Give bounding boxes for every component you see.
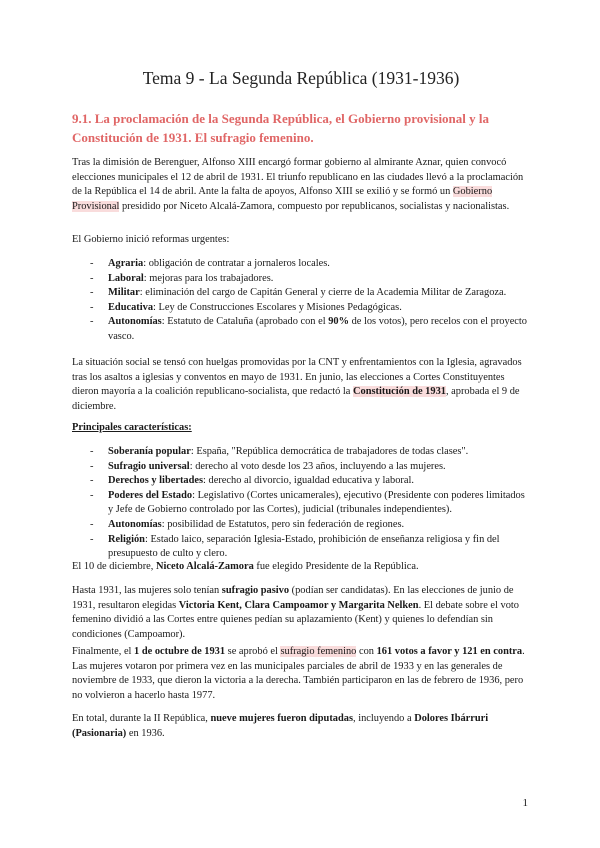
highlight-constitucion: Constitución de 1931	[353, 386, 446, 398]
page-number: 1	[522, 797, 528, 809]
features-list	[72, 445, 530, 562]
highlight-gobierno-provisional: Gobierno Provisional	[72, 186, 493, 212]
paragraph-approval: Finalmente, el 1 de octubre de 1931 se aprobó el sufragio femenino con 161 votos a favor y 121 en contra. Las mujeres votaron por primera vez en las municipales parciales de abril de 1933 y en las generales de noviembre de 1933, que dieron la victoria a la derecha. También participaron en las de febrero de 1936, pero no volvieron a hacerlo hasta 1977.	[72, 646, 525, 701]
list-item: - Poderes del Estado: Legislativo (Cortes unicamerales), ejecutivo (Presidente con poderes limitados y Jefe de Gobierno controlado por las Cortes), judicial (tribunales independientes).	[90, 489, 525, 516]
highlight-sufragio-femenino: sufragio femenino	[280, 646, 357, 657]
list-item: - Derechos y libertades: derecho al divorcio, igualdad educativa y laboral.	[90, 475, 414, 487]
section-heading: 9.1. La proclamación de la Segunda República, el Gobierno provisional y la Constitución de 1931. El sufragio femenino.	[72, 111, 490, 145]
list-item: - Autonomías: posibilidad de Estatutos, pero sin federación de regiones.	[90, 518, 405, 530]
paragraph-women-suffrage: Hasta 1931, las mujeres solo tenían sufragio pasivo (podían ser candidatas). En las elecciones de junio de 1931, resultaron elegidas Victoria Kent, Clara Campoamor y Margarita Nelken. El debate sobre el voto femenino dividió a las Cortes entre quienes pedían su aplazamiento (Kent) y quienes lo defendían sin condiciones (Campoamor).	[72, 585, 519, 640]
list-item: - Religión: Estado laico, separación Iglesia-Estado, prohibición de enseñanza religiosa y fin del presupuesto de culto y clero.	[90, 533, 500, 560]
features-heading: Principales características:	[72, 422, 192, 433]
paragraph-president: El 10 de diciembre, Niceto Alcalá-Zamora fue elegido Presidente de la República.	[72, 561, 419, 572]
list-item: - Educativa: Ley de Construcciones Escolares y Misiones Pedagógicas.	[90, 301, 402, 313]
list-item: - Autonomías: Estatuto de Cataluña (aprobado con el 90% de los votos), pero recelos con el proyecto vasco.	[90, 316, 527, 342]
paragraph-deputies: En total, durante la II República, nueve mujeres fueron diputadas, incluyendo a Dolores Ibárruri (Pasionaria) en 1936.	[72, 713, 489, 739]
paragraph-proclamation: Tras la dimisión de Berenguer, Alfonso XIII encargó formar gobierno al almirante Aznar, quien convocó elecciones municipales el 12 de abril de 1931. El triunfo republicano en las ciudades llevó a la proclamación de la República el 14 de abril. Ante la falta de apoyos, Alfonso XIII se exilió y se formó un Gobierno Provisional presidido por Niceto Alcalá-Zamora, compuesto por republicanos, socialistas y nacionalistas.	[72, 157, 524, 212]
list-item: - Agraria: obligación de contratar a jornaleros locales.	[90, 258, 330, 269]
page-title: Tema 9 - La Segunda República (1931-1936)	[142, 68, 460, 88]
list-item: - Soberanía popular: España, "República democrática de trabajadores de todas clases".	[90, 446, 469, 457]
list-item: - Sufragio universal: derecho al voto desde los 23 años, incluyendo a las mujeres.	[90, 460, 446, 472]
list-item: - Militar: eliminación del cargo de Capitán General y cierre de la Academia Militar de Zaragoza.	[90, 287, 507, 299]
paragraph-reforms-intro: El Gobierno inició reformas urgentes:	[72, 234, 230, 245]
paragraph-social-situation: La situación social se tensó con huelgas promovidas por la CNT y enfrentamientos con la Iglesia, agravados tras los asaltos a iglesias y conventos en mayo de 1931. En junio, las elecciones a Cortes Constituyentes dieron mayoría a la coalición republicano-socialista, que redactó la Constitución de 1931, aprobada el 9 de diciembre.	[72, 357, 522, 412]
list-item: - Laboral: mejoras para los trabajadores.	[90, 272, 274, 284]
reforms-list	[72, 257, 530, 345]
